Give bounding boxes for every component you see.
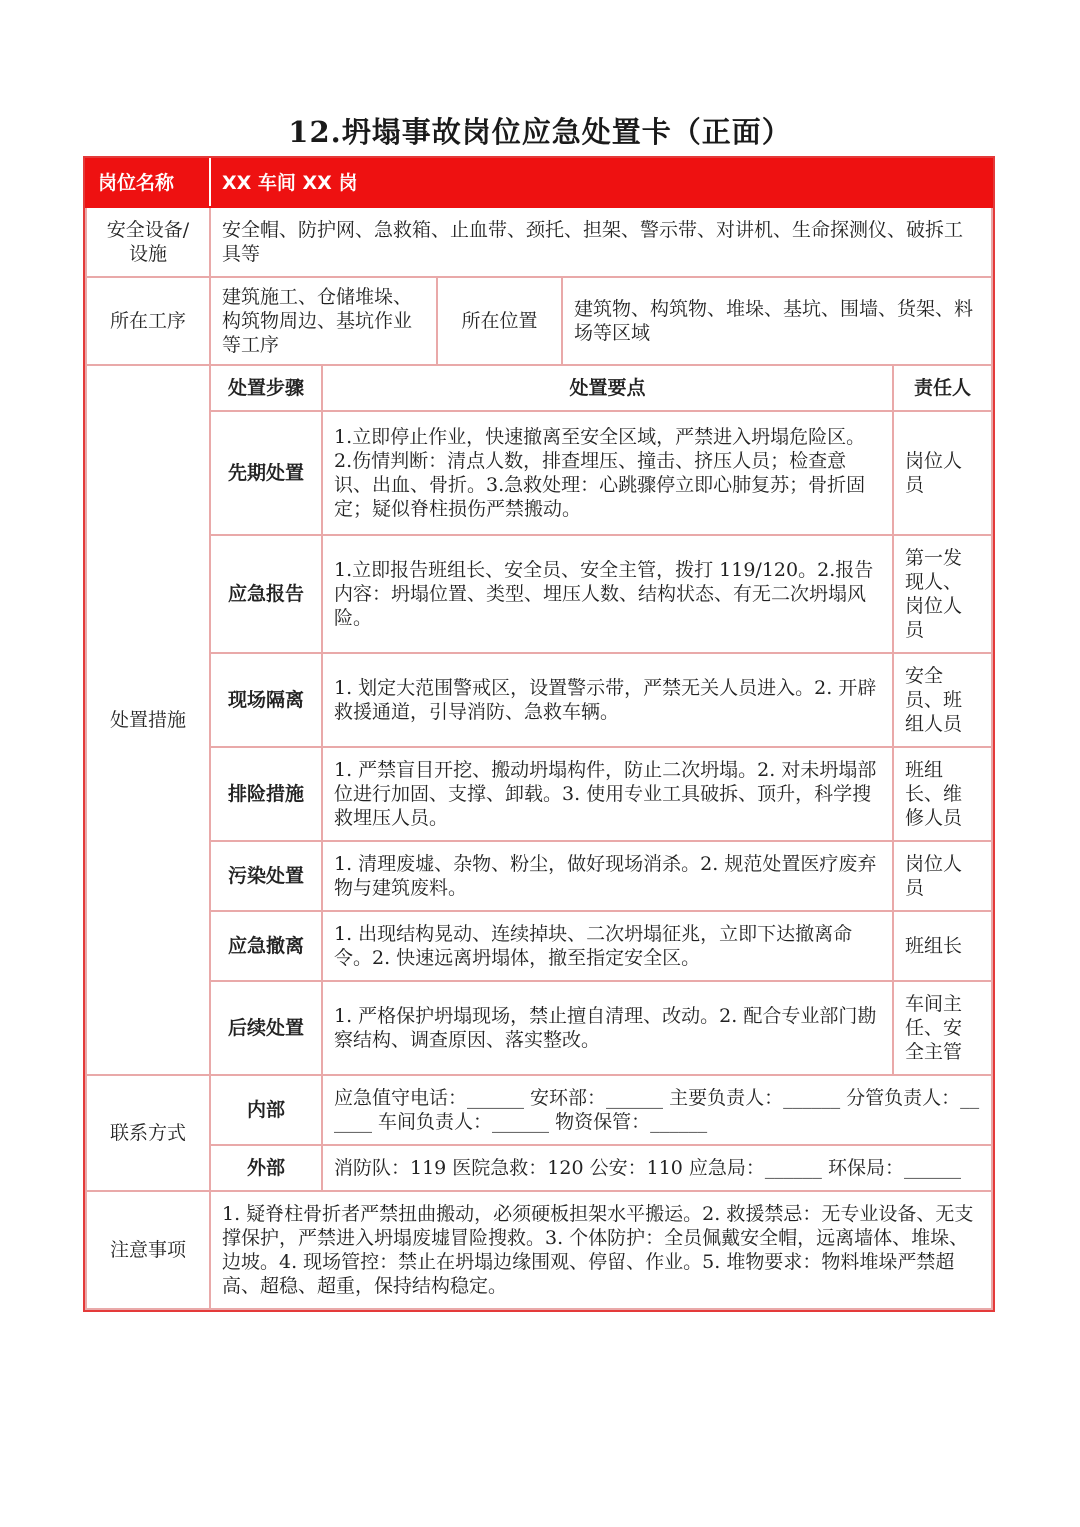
location-value: 建筑物、构筑物、堆垛、基坑、围墙、货架、料场等区域: [562, 277, 992, 365]
header-row: [86, 159, 992, 207]
step-cell: 先期处置: [210, 411, 322, 535]
contact-internal-row: [86, 1075, 992, 1145]
person-cell: 车间主任、安全主管: [893, 981, 992, 1075]
contact-label: 联系方式: [86, 1075, 210, 1191]
table-row: [86, 747, 992, 841]
equipment-value: 安全帽、防护网、急救箱、止血带、颈托、担架、警示带、对讲机、生命探测仪、破拆工具等: [210, 207, 992, 277]
notes-row: [86, 1191, 992, 1309]
table-row: [86, 535, 992, 653]
post-name-value: XX 车间 XX 岗: [210, 159, 992, 207]
table-row: [86, 411, 992, 535]
emergency-card-table: [85, 158, 993, 1310]
points-cell: 1. 出现结构晃动、连续掉块、二次坍塌征兆，立即下达撤离命令。2. 快速远离坍塌体，撤至指定安全区。: [322, 911, 893, 981]
page-title: 12.坍塌事故岗位应急处置卡（正面）: [288, 115, 792, 149]
points-cell: 1. 清理废墟、杂物、粉尘，做好现场消杀。2. 规范处置医疗废弃物与建筑废料。: [322, 841, 893, 911]
location-label: 所在位置: [437, 277, 562, 365]
step-cell: 现场隔离: [210, 653, 322, 747]
table-row: [86, 841, 992, 911]
step-cell: 应急撤离: [210, 911, 322, 981]
contact-external-row: [86, 1145, 992, 1191]
notes-label: 注意事项: [86, 1191, 210, 1309]
notes-value: 1. 疑脊柱骨折者严禁扭曲搬动，必须硬板担架水平搬运。2. 救援禁忌：无专业设备、无支撑保护，严禁进入坍塌废墟冒险搜救。3. 个体防护：全员佩戴安全帽，远离墙体、堆垛、边坡。4. 现场管控：禁止在坍塌边缘围观、停留、作业。5. 堆物要求：物料堆垛严禁超高、超稳、超重，保持结构稳定。: [210, 1191, 992, 1309]
points-cell: 1.立即报告班组长、安全员、安全主管，拨打 119/120。2.报告内容：坍塌位置、类型、埋压人数、结构状态、有无二次坍塌风险。: [322, 535, 893, 653]
internal-contacts: 应急值守电话：______ 安环部：______ 主要负责人：______ 分管负责人：______ 车间负责人：______ 物资保管：______: [322, 1075, 992, 1145]
post-name-label: 岗位名称: [86, 159, 210, 207]
process-value: 建筑施工、仓储堆垛、构筑物周边、基坑作业等工序: [210, 277, 437, 365]
person-cell: 班组长、维修人员: [893, 747, 992, 841]
person-cell: 第一发现人、岗位人员: [893, 535, 992, 653]
external-contacts: 消防队：119 医院急救：120 公安：110 应急局：______ 环保局：______: [322, 1145, 992, 1191]
process-row: [86, 277, 992, 365]
external-label: 外部: [210, 1145, 322, 1191]
table-row: [86, 911, 992, 981]
col-step-header: 处置步骤: [210, 365, 322, 411]
table-row: [86, 653, 992, 747]
col-person-header: 责任人: [893, 365, 992, 411]
equipment-label: 安全设备/设施: [86, 207, 210, 277]
equipment-row: [86, 207, 992, 277]
internal-label: 内部: [210, 1075, 322, 1145]
table-row: [86, 981, 992, 1075]
col-points-header: 处置要点: [322, 365, 893, 411]
person-cell: 岗位人员: [893, 411, 992, 535]
points-cell: 1. 严禁盲目开挖、搬动坍塌构件，防止二次坍塌。2. 对未坍塌部位进行加固、支撑、卸载。3. 使用专业工具破拆、顶升，科学搜救埋压人员。: [322, 747, 893, 841]
points-cell: 1.立即停止作业，快速撤离至安全区域，严禁进入坍塌危险区。2.伤情判断：清点人数，排查埋压、撞击、挤压人员；检查意识、出血、骨折。3.急救处理：心跳骤停立即心肺复苏；骨折固定；疑似脊柱损伤严禁搬动。: [322, 411, 893, 535]
step-cell: 应急报告: [210, 535, 322, 653]
person-cell: 岗位人员: [893, 841, 992, 911]
points-cell: 1. 严格保护坍塌现场，禁止擅自清理、改动。2. 配合专业部门勘察结构、调查原因、落实整改。: [322, 981, 893, 1075]
measures-label: 处置措施: [86, 365, 210, 1075]
step-cell: 污染处置: [210, 841, 322, 911]
measures-header-row: [86, 365, 992, 411]
step-cell: 排险措施: [210, 747, 322, 841]
person-cell: 安全员、班组人员: [893, 653, 992, 747]
person-cell: 班组长: [893, 911, 992, 981]
step-cell: 后续处置: [210, 981, 322, 1075]
points-cell: 1. 划定大范围警戒区，设置警示带，严禁无关人员进入。2. 开辟救援通道，引导消防、急救车辆。: [322, 653, 893, 747]
process-label: 所在工序: [86, 277, 210, 365]
